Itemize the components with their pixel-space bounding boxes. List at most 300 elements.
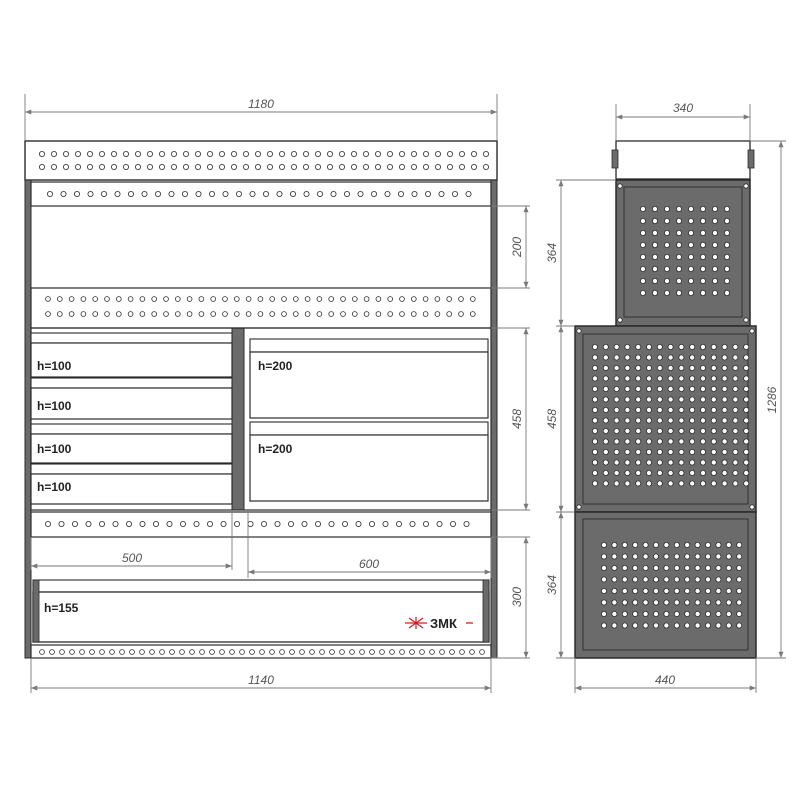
perforation-hole [640,290,645,295]
perforation-hole [674,588,679,593]
perforation-hole [183,164,188,169]
perforation-hole [711,355,716,360]
left-drawer-1[interactable] [31,333,232,377]
perforation-hole [711,365,716,370]
perforation-hole [209,191,214,196]
perforation-hole [646,355,651,360]
perforation-hole [733,407,738,412]
left-upright [25,180,31,658]
perforation-hole [110,650,115,655]
perforation-hole [612,554,617,559]
perforation-hole [400,297,405,302]
perforation-hole [625,344,630,349]
perforation-hole [726,600,731,605]
perforation-hole [317,312,322,317]
perforation-hole [679,460,684,465]
perforation-hole [603,428,608,433]
perforation-hole [712,278,717,283]
perforation-hole [646,376,651,381]
perforation-hole [711,439,716,444]
perforation-hole [592,439,597,444]
perforation-hole [339,151,344,156]
perforation-hole [733,481,738,486]
perforation-hole [733,460,738,465]
perforation-hole [722,355,727,360]
perforation-hole [688,218,693,223]
perforation-hole [471,164,476,169]
dim-bottom-depth: 440 [654,673,676,687]
dim-open-shelf-height: 200 [510,236,524,258]
perforation-hole [744,439,749,444]
perforation-hole [140,650,145,655]
perforation-hole [46,297,51,302]
perforation-hole [636,481,641,486]
perforation-hole [279,164,284,169]
perforation-hole [258,297,263,302]
perforation-hole [744,386,749,391]
perforation-hole [207,151,212,156]
perforation-hole [352,297,357,302]
perforation-hole [733,386,738,391]
perforation-hole [711,481,716,486]
perforation-hole [646,418,651,423]
perforation-hole [167,521,172,526]
perforation-hole [329,521,334,526]
perforation-hole [460,650,465,655]
perforation-hole [685,542,690,547]
perforation-hole [664,554,669,559]
perforation-hole [51,151,56,156]
perforation-hole [643,577,648,582]
perforation-hole [219,164,224,169]
perforation-hole [618,318,622,322]
perforation-hole [483,164,488,169]
perforation-hole [695,611,700,616]
perforation-hole [383,521,388,526]
perforation-hole [625,481,630,486]
perforation-hole [282,312,287,317]
perforation-hole [744,365,749,370]
perforation-hole [592,365,597,370]
perforation-hole [140,297,145,302]
perforation-hole [657,376,662,381]
perforation-hole [255,164,260,169]
perforation-hole [130,650,135,655]
perforation-hole [652,266,657,271]
perforation-hole [646,449,651,454]
perforation-hole [625,439,630,444]
perforation-hole [291,151,296,156]
perforation-hole [622,600,627,605]
perforation-hole [726,542,731,547]
perforation-hole [711,418,716,423]
perforation-hole [685,565,690,570]
perforation-hole [724,254,729,259]
dim-middle-height: 458 [545,408,559,430]
perforation-hole [275,521,280,526]
perforation-hole [603,439,608,444]
perforation-hole [452,191,457,196]
perforation-hole [614,407,619,412]
perforation-hole [716,577,721,582]
perforation-hole [679,397,684,402]
perforation-hole [688,230,693,235]
perforation-hole [164,312,169,317]
perforation-hole [700,365,705,370]
shelf-band-upper [31,182,491,206]
perforation-hole [688,254,693,259]
top-rail [25,141,497,180]
perforation-hole [674,554,679,559]
perforation-hole [57,312,62,317]
perforation-hole [387,151,392,156]
perforation-hole [248,521,253,526]
perforation-hole [57,297,62,302]
perforation-hole [282,297,287,302]
perforation-hole [612,600,617,605]
perforation-hole [750,329,754,333]
perforation-hole [280,650,285,655]
perforation-hole [724,278,729,283]
perforation-hole [423,151,428,156]
perforation-hole [211,312,216,317]
perforation-hole [664,254,669,259]
perforation-hole [636,407,641,412]
perforation-hole [411,312,416,317]
perforation-hole [744,460,749,465]
perforation-hole [211,297,216,302]
perforation-hole [646,460,651,465]
perforation-hole [99,151,104,156]
perforation-hole [664,206,669,211]
perforation-hole [81,312,86,317]
perforation-hole [459,164,464,169]
perforation-hole [380,650,385,655]
perforation-hole [277,191,282,196]
perforation-hole [685,600,690,605]
perforation-hole [646,481,651,486]
perforation-hole [331,191,336,196]
perforation-hole [625,449,630,454]
perforation-hole [724,206,729,211]
perforation-hole [653,600,658,605]
perforation-hole [646,470,651,475]
perforation-hole [210,650,215,655]
perforation-hole [711,407,716,412]
left-drawer-4[interactable] [31,464,232,504]
perforation-hole [612,588,617,593]
left-drawer-stack [31,333,232,504]
middle-divider [232,328,244,510]
perforation-hole [115,191,120,196]
perforation-hole [70,650,75,655]
perforation-hole [625,407,630,412]
perforation-hole [592,407,597,412]
side-top-panel [616,180,750,326]
perforation-hole [733,344,738,349]
perforation-hole [320,650,325,655]
perforation-hole [116,312,121,317]
perforation-hole [169,191,174,196]
perforation-hole [123,151,128,156]
perforation-hole [592,481,597,486]
perforation-hole [170,650,175,655]
perforation-hole [674,600,679,605]
perforation-hole [633,577,638,582]
perforation-hole [700,418,705,423]
perforation-hole [711,470,716,475]
perforation-hole [50,650,55,655]
perforation-hole [705,577,710,582]
perforation-hole [339,164,344,169]
perforation-hole [716,588,721,593]
perforation-hole [724,242,729,247]
right-drawer-1-label: h=200 [258,359,293,373]
right-drawer-2[interactable] [250,422,488,501]
perforation-hole [695,577,700,582]
perforation-hole [653,611,658,616]
perforation-hole [657,439,662,444]
perforation-hole [674,611,679,616]
perforation-hole [726,611,731,616]
perforation-hole [737,577,742,582]
perforation-hole [305,297,310,302]
perforation-hole [712,206,717,211]
left-drawer-2-label: h=100 [37,399,72,413]
perforation-hole [640,218,645,223]
perforation-hole [601,588,606,593]
perforation-hole [622,554,627,559]
perforation-hole [679,376,684,381]
perforation-hole [234,312,239,317]
perforation-hole [690,344,695,349]
perforation-hole [690,407,695,412]
perforation-hole [652,254,657,259]
perforation-hole [303,164,308,169]
perforation-hole [450,521,455,526]
perforation-hole [657,428,662,433]
perforation-hole [351,164,356,169]
perforation-hole [700,407,705,412]
perforation-hole [40,650,45,655]
perforation-hole [700,376,705,381]
perforation-hole [722,449,727,454]
perforation-hole [603,397,608,402]
perforation-hole [633,623,638,628]
perforation-hole [653,554,658,559]
perforation-hole [603,376,608,381]
right-drawer-1[interactable] [250,339,488,418]
perforation-hole [120,650,125,655]
perforation-hole [45,521,50,526]
perforation-hole [364,312,369,317]
perforation-hole [688,266,693,271]
perforation-hole [246,312,251,317]
perforation-hole [636,470,641,475]
perforation-hole [636,428,641,433]
perforation-hole [690,460,695,465]
perforation-hole [640,278,645,283]
perforation-hole [340,650,345,655]
perforation-hole [63,164,68,169]
perforation-hole [152,297,157,302]
perforation-hole [646,397,651,402]
perforation-hole [640,230,645,235]
perforation-hole [376,312,381,317]
perforation-hole [614,397,619,402]
perforation-hole [223,297,228,302]
perforation-hole [700,449,705,454]
perforation-hole [231,164,236,169]
perforation-hole [400,312,405,317]
perforation-hole [657,344,662,349]
perforation-hole [135,164,140,169]
perforation-hole [614,470,619,475]
perforation-hole [261,521,266,526]
bottom-drawer-label: h=155 [44,601,79,615]
perforation-hole [483,151,488,156]
perforation-hole [636,449,641,454]
perforation-hole [640,206,645,211]
perforation-hole [601,565,606,570]
perforation-hole [46,312,51,317]
perforation-hole [652,218,657,223]
perforation-hole [603,344,608,349]
perforation-hole [410,650,415,655]
perforation-hole [190,650,195,655]
perforation-hole [705,565,710,570]
perforation-hole [700,230,705,235]
perforation-hole [180,650,185,655]
perforation-hole [577,505,581,509]
perforation-hole [352,312,357,317]
perforation-hole [657,407,662,412]
perforation-hole [601,554,606,559]
perforation-hole [646,407,651,412]
perforation-hole [601,611,606,616]
perforation-hole [199,297,204,302]
perforation-hole [258,312,263,317]
perforation-hole [724,290,729,295]
perforation-hole [614,481,619,486]
perforation-hole [411,151,416,156]
perforation-hole [657,449,662,454]
perforation-hole [664,577,669,582]
perforation-hole [100,650,105,655]
perforation-hole [711,449,716,454]
perforation-hole [592,470,597,475]
perforation-hole [105,312,110,317]
perforation-hole [668,449,673,454]
left-drawer-4-label: h=100 [37,480,72,494]
perforation-hole [175,312,180,317]
perforation-hole [317,297,322,302]
perforation-hole [369,521,374,526]
perforation-hole [315,151,320,156]
perforation-hole [726,623,731,628]
perforation-hole [160,650,165,655]
perforation-hole [668,407,673,412]
dim-frame-width: 1140 [248,673,274,687]
perforation-hole [679,344,684,349]
perforation-hole [341,297,346,302]
perforation-hole [390,650,395,655]
perforation-hole [679,428,684,433]
right-drawer-2-label: h=200 [258,442,293,456]
perforation-hole [603,365,608,370]
perforation-hole [75,164,80,169]
perforation-hole [603,355,608,360]
bottom-drawer[interactable] [33,580,489,642]
perforation-hole [636,439,641,444]
perforation-hole [668,386,673,391]
perforation-hole [690,365,695,370]
perforation-hole [74,191,79,196]
perforation-hole [195,151,200,156]
perforation-hole [601,623,606,628]
perforation-hole [75,151,80,156]
perforation-hole [155,191,160,196]
perforation-hole [470,297,475,302]
perforation-hole [592,418,597,423]
perforation-hole [700,481,705,486]
perforation-hole [679,407,684,412]
right-upright [491,180,497,658]
perforation-hole [653,588,658,593]
perforation-hole [622,611,627,616]
perforation-hole [466,191,471,196]
perforation-hole [700,439,705,444]
perforation-hole [464,521,469,526]
perforation-hole [668,418,673,423]
perforation-hole [640,254,645,259]
perforation-hole [726,588,731,593]
perforation-hole [640,266,645,271]
perforation-hole [387,164,392,169]
perforation-hole [196,191,201,196]
perforation-hole [303,151,308,156]
left-drawer-3[interactable] [31,424,232,463]
side-top-cap [616,141,750,179]
perforation-hole [182,191,187,196]
perforation-hole [676,242,681,247]
perforation-hole [135,151,140,156]
perforation-hole [140,521,145,526]
perforation-hole [592,376,597,381]
dim-overall-width: 1180 [248,97,274,111]
perforation-hole [194,521,199,526]
perforation-hole [668,439,673,444]
perforation-hole [293,297,298,302]
perforation-hole [712,230,717,235]
perforation-hole [152,312,157,317]
perforation-hole [711,428,716,433]
perforation-hole [726,554,731,559]
perforation-hole [733,355,738,360]
perforation-hole [150,650,155,655]
perforation-hole [270,297,275,302]
perforation-hole [234,521,239,526]
left-drawer-2[interactable] [31,378,232,419]
perforation-hole [592,344,597,349]
perforation-hole [612,611,617,616]
perforation-hole [679,386,684,391]
perforation-hole [737,565,742,570]
perforation-hole [688,242,693,247]
perforation-hole [716,542,721,547]
perforation-hole [688,290,693,295]
perforation-hole [657,481,662,486]
